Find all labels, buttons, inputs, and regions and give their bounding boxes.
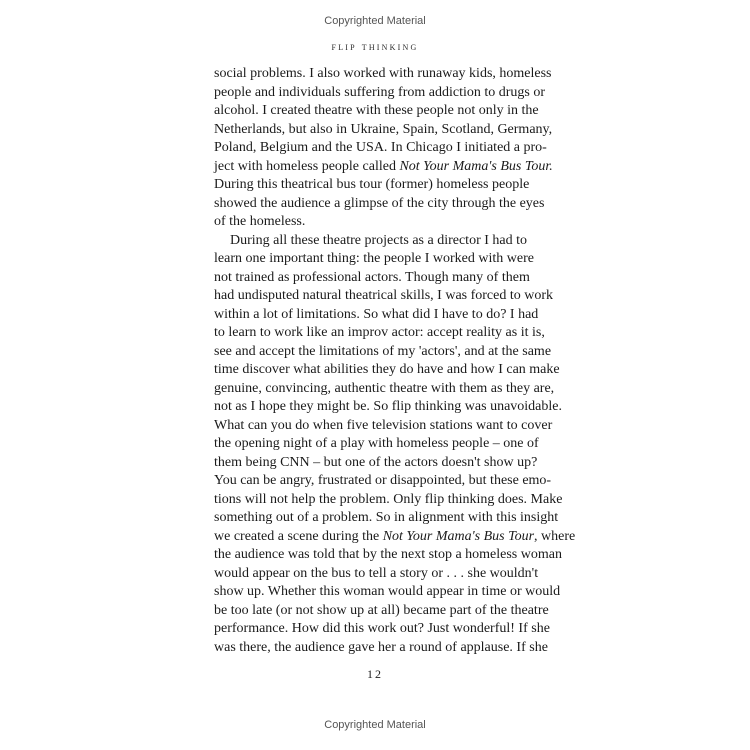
text-line: something out of a problem. So in alignment with this insight (214, 510, 559, 525)
text-line: time discover what abilities they do have and how I can make (214, 362, 560, 377)
text-line: Netherlands, but also in Ukraine, Spain, Scotland, Germany, (214, 121, 553, 137)
copyright-watermark-bottom: Copyrighted Material (324, 719, 426, 731)
text-line: You can be angry, frustrated or disappointed, but these emo- (214, 473, 552, 488)
body-text (214, 65, 576, 657)
text-line: performance. How did this work out? Just wonderful! If she (214, 621, 550, 636)
text-line: had undisputed natural theatrical skills, I was forced to work (214, 288, 554, 303)
text-line: the audience was told that by the next stop a homeless woman (214, 547, 562, 562)
text-line: alcohol. I created theatre with these people not only in the (214, 103, 539, 118)
text-line: What can you do when five television stations want to cover (214, 417, 553, 433)
text-line: show up. Whether this woman would appear in time or would (214, 584, 561, 599)
text-line: not as I hope they might be. So flip thinking was unavoidable. (214, 399, 563, 414)
text-line: was there, the audience gave her a round of applause. If she (214, 639, 548, 655)
text-line (214, 528, 576, 547)
text-run: we created a scene during the (214, 528, 383, 544)
text-line: social problems. I also worked with runaway kids, homeless (214, 66, 552, 81)
text-line: tions will not help the problem. Only flip thinking does. Make (214, 491, 563, 507)
text-line: them being CNN – but one of the actors doesn't show up? (214, 454, 538, 470)
text-line: showed the audience a glimpse of the city through the eyes (214, 195, 545, 211)
text-run: ject with homeless people called (214, 158, 400, 174)
text-line: see and accept the limitations of my 'actors', and at the same (214, 343, 552, 359)
text-line: During this theatrical bus tour (former) homeless people (214, 177, 530, 192)
text-line: would appear on the bus to tell a story or . . . she wouldn't (214, 565, 539, 581)
text-line: to learn to work like an improv actor: accept reality as it is, (214, 325, 545, 340)
text-run: , where (534, 528, 576, 544)
text-line (214, 158, 553, 177)
text-line: be too late (or not show up at all) became part of the theatre (214, 602, 549, 618)
copyright-watermark-top: Copyrighted Material (324, 15, 426, 27)
running-head: flip thinking (331, 41, 419, 53)
text-line: not trained as professional actors. Though many of them (214, 269, 530, 285)
book-title-italic: Not Your Mama's Bus Tour. (399, 158, 553, 174)
text-line: genuine, convincing, authentic theatre with them as they are, (214, 380, 555, 396)
text-line: During all these theatre projects as a director I had to (230, 232, 527, 248)
text-line: Poland, Belgium and the USA. In Chicago I initiated a pro- (214, 140, 547, 155)
text-line: of the homeless. (214, 214, 306, 229)
book-title-italic: Not Your Mama's Bus Tour (382, 528, 535, 544)
text-line: people and individuals suffering from addiction to drugs or (214, 84, 546, 100)
text-line: learn one important thing: the people I worked with were (214, 251, 534, 266)
text-line: the opening night of a play with homeless people – one of (214, 436, 539, 451)
text-line: within a lot of limitations. So what did I have to do? I had (214, 306, 539, 322)
page-number: 12 (367, 667, 383, 681)
